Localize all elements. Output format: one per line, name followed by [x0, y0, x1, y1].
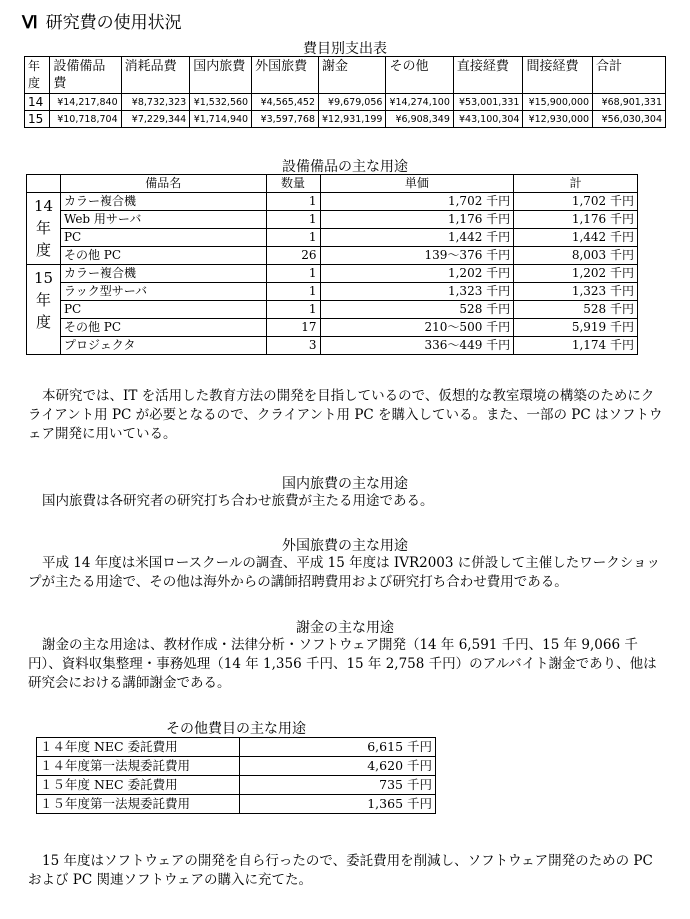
honorarium-caption: 謝金の主な用途 — [296, 620, 394, 636]
unit-price-cell: 1,323 千円 — [320, 283, 514, 301]
amount-cell: ¥6,908,349 — [386, 111, 453, 128]
honorarium-text: 謝金の主な用途は、教材作成・法律分析・ソフトウェア開発（14 年 6,591 千円、15 年 9,066 千円）、資料収集整理・事務処理（14 年 1,356 千円、15 年 2,758 千円）のアルバイト謝金であり、他は研究会における講師謝金である。 — [28, 637, 657, 691]
table-row — [27, 337, 638, 355]
quantity-cell: 1 — [266, 265, 320, 283]
table-row — [37, 776, 436, 795]
equipment-table — [26, 174, 638, 355]
amount-cell: 735 千円 — [240, 776, 436, 795]
amount-cell: ¥14,217,840 — [50, 94, 121, 111]
unit-price-cell: 1,442 千円 — [320, 229, 514, 247]
domestic-travel-text: 国内旅費は各研究者の研究打ち合わせ旅費が主たる用途である。 — [42, 493, 434, 509]
table-row — [25, 94, 666, 111]
item-name-cell: ラック型サーバ — [60, 283, 266, 301]
year-cell: 15 — [25, 111, 50, 128]
table-row — [37, 795, 436, 814]
unit-price-cell: 210～500 千円 — [320, 319, 514, 337]
header-cell: 単価 — [320, 175, 514, 193]
quantity-cell: 1 — [266, 193, 320, 211]
item-name-cell: PC — [60, 229, 266, 247]
header-cell-blank — [27, 175, 61, 193]
unit-price-cell: 1,176 千円 — [320, 211, 514, 229]
item-name-cell: その他 PC — [60, 319, 266, 337]
closing-paragraph: 15 年度はソフトウェアの開発を自ら行ったので、委託費用を削減し、ソフトウェア開発のための PC および PC 関連ソフトウェアの購入に充てた。 — [28, 853, 653, 888]
header-cell: その他 — [386, 57, 453, 94]
unit-price-cell: 336～449 千円 — [320, 337, 514, 355]
year-cell: 14 — [25, 94, 50, 111]
header-cell: 合計 — [593, 57, 666, 94]
amount-cell: 6,615 千円 — [240, 738, 436, 757]
header-cell: 備品名 — [60, 175, 266, 193]
table-row — [27, 265, 638, 283]
header-cell: 数量 — [266, 175, 320, 193]
amount-cell: ¥56,030,304 — [593, 111, 666, 128]
total-cell: 1,174 千円 — [514, 337, 638, 355]
table-row — [27, 319, 638, 337]
table-row — [25, 111, 666, 128]
header-cell: 消耗品費 — [121, 57, 190, 94]
table-row — [27, 211, 638, 229]
amount-cell: ¥1,714,940 — [190, 111, 252, 128]
table-row — [27, 301, 638, 319]
quantity-cell: 26 — [266, 247, 320, 265]
amount-cell: ¥7,229,344 — [121, 111, 190, 128]
table-row — [27, 283, 638, 301]
quantity-cell: 3 — [266, 337, 320, 355]
amount-cell: ¥53,001,331 — [453, 94, 523, 111]
header-cell: 国内旅費 — [190, 57, 252, 94]
header-cell: 間接経費 — [523, 57, 593, 94]
item-name-cell: PC — [60, 301, 266, 319]
section-heading — [22, 8, 182, 33]
expense-table-header — [25, 57, 666, 94]
amount-cell: ¥10,718,704 — [50, 111, 121, 128]
header-cell: 設備備品費 — [50, 57, 121, 94]
item-name-cell: Web 用サーバ — [60, 211, 266, 229]
equipment-table-caption: 設備備品の主な用途 — [282, 159, 408, 175]
item-name-cell: カラー複合機 — [60, 265, 266, 283]
amount-cell: ¥1,532,560 — [190, 94, 252, 111]
section-number: Ⅵ — [22, 13, 38, 32]
unit-price-cell: 528 千円 — [320, 301, 514, 319]
total-cell: 8,003 千円 — [514, 247, 638, 265]
item-name-cell: プロジェクタ — [60, 337, 266, 355]
table-row — [37, 738, 436, 757]
total-cell: 1,323 千円 — [514, 283, 638, 301]
total-cell: 1,202 千円 — [514, 265, 638, 283]
header-cell: 年度 — [25, 57, 50, 94]
amount-cell: ¥12,930,000 — [523, 111, 593, 128]
amount-cell: ¥43,100,304 — [453, 111, 523, 128]
amount-cell: ¥4,565,452 — [252, 94, 319, 111]
domestic-travel-caption: 国内旅費の主な用途 — [282, 476, 408, 492]
unit-price-cell: 1,202 千円 — [320, 265, 514, 283]
table-row — [37, 757, 436, 776]
expense-table-caption: 費目別支出表 — [303, 41, 387, 57]
foreign-travel-caption: 外国旅費の主な用途 — [282, 538, 408, 554]
header-cell: 外国旅費 — [252, 57, 319, 94]
amount-cell: ¥3,597,768 — [252, 111, 319, 128]
item-cell: １５年度 NEC 委託費用 — [37, 776, 240, 795]
item-cell: １５年度第一法規委託費用 — [37, 795, 240, 814]
amount-cell: 1,365 千円 — [240, 795, 436, 814]
amount-cell: ¥14,274,100 — [386, 94, 453, 111]
other-expenses-table — [36, 737, 436, 814]
item-cell: １４年度 NEC 委託費用 — [37, 738, 240, 757]
expense-table — [24, 56, 666, 128]
total-cell: 1,442 千円 — [514, 229, 638, 247]
unit-price-cell: 139～376 千円 — [320, 247, 514, 265]
total-cell: 1,702 千円 — [514, 193, 638, 211]
quantity-cell: 1 — [266, 301, 320, 319]
amount-cell: ¥15,900,000 — [523, 94, 593, 111]
amount-cell: ¥12,931,199 — [319, 111, 386, 128]
table-row — [27, 229, 638, 247]
total-cell: 528 千円 — [514, 301, 638, 319]
other-table-caption: その他費目の主な用途 — [166, 721, 306, 737]
quantity-cell: 1 — [266, 229, 320, 247]
header-cell: 謝金 — [319, 57, 386, 94]
total-cell: 1,176 千円 — [514, 211, 638, 229]
foreign-travel-text: 平成 14 年度は米国ロースクールの調査、平成 15 年度は IVR2003 に併設して主催したワークショップが主たる用途で、その他は海外からの講師招聘費用および研究打ち合わせ費用である。 — [28, 555, 660, 590]
amount-cell: ¥8,732,323 — [121, 94, 190, 111]
quantity-cell: 1 — [266, 211, 320, 229]
unit-price-cell: 1,702 千円 — [320, 193, 514, 211]
equipment-paragraph: 本研究では、IT を活用した教育方法の開発を目指しているので、仮想的な教室環境の構築のためにクライアント用 PC が必要となるので、クライアント用 PC を購入している。また、一部の PC はソフトウェア開発に用いている。 — [28, 388, 663, 442]
header-cell: 直接経費 — [453, 57, 523, 94]
quantity-cell: 1 — [266, 283, 320, 301]
item-name-cell: カラー複合機 — [60, 193, 266, 211]
item-name-cell: その他 PC — [60, 247, 266, 265]
table-row — [27, 193, 638, 211]
amount-cell: ¥9,679,056 — [319, 94, 386, 111]
year-group-label: 14 年 度 — [27, 193, 61, 265]
amount-cell: 4,620 千円 — [240, 757, 436, 776]
quantity-cell: 17 — [266, 319, 320, 337]
equipment-table-header — [27, 175, 638, 193]
year-group-label: 15 年 度 — [27, 265, 61, 355]
header-cell: 計 — [514, 175, 638, 193]
amount-cell: ¥68,901,331 — [593, 94, 666, 111]
table-row — [27, 247, 638, 265]
total-cell: 5,919 千円 — [514, 319, 638, 337]
item-cell: １４年度第一法規委託費用 — [37, 757, 240, 776]
section-title: 研究費の使用状況 — [45, 13, 182, 33]
